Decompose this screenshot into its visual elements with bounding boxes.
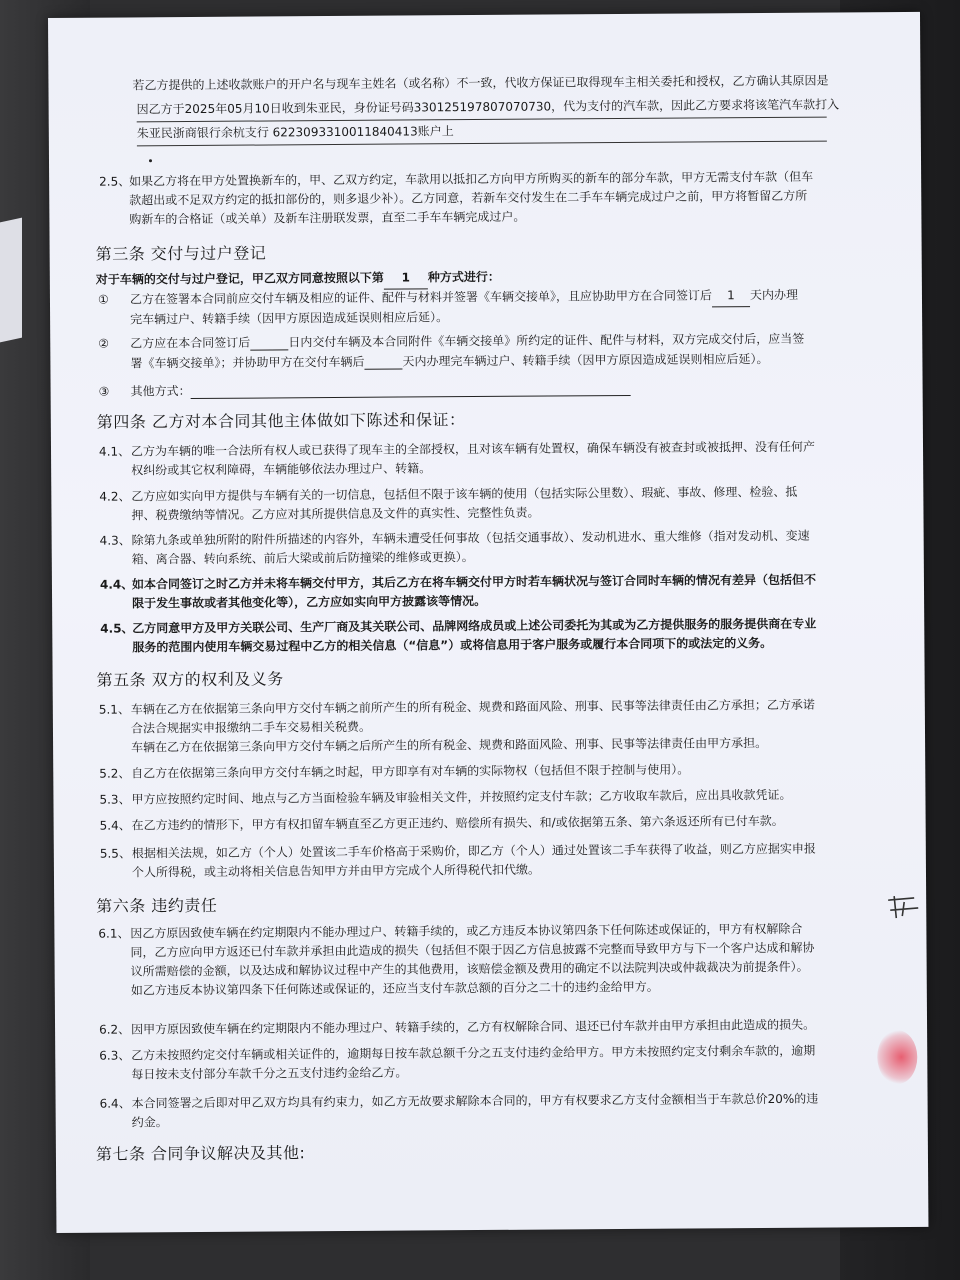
handwritten-mark-icon: [884, 892, 924, 922]
clause-4-3-number: 4.3、: [99, 533, 131, 548]
option-2-transfer-days-field: [364, 355, 402, 370]
section-3-title: 第三条 交付与过户登记: [95, 243, 267, 264]
clause-6-2-number: 6.2、: [99, 1022, 131, 1037]
clause-4-2-line-1: 乙方应如实向甲方提供与车辆有关的一切信息，包括但不限于该车辆的使用（包括实际公里数）、瑕疵、事故、修理、检验、抵: [131, 484, 798, 504]
clause-4-1-line-1: 乙方为车辆的唯一合法所有权人或已获得了现车主的全部授权，且对该车辆有处置权，确保车辆没有被查封或被抵押、没有任何产: [130, 439, 816, 459]
clause-2-5-line-3: 购新车的合格证（或关单）及新车注册联发票，直至二手车车辆完成过户。: [129, 209, 526, 227]
clause-2-5-line-1: 如果乙方将在甲方处置换新车的，甲、乙双方约定，车款用以抵扣乙方向甲方所购买的新车的部分车款，甲方无需支付车款（但车: [129, 169, 814, 189]
option-3-blank-field: [191, 381, 631, 399]
clause-5-1-number: 5.1、: [98, 702, 130, 717]
section-5-title: 第五条 双方的权利及义务: [96, 669, 284, 690]
clause-5-2-number: 5.2、: [99, 766, 131, 781]
payee-note-line-1: 若乙方提供的上述收款账户的开户名与现车主姓名（或名称）不一致，代收方保证已取得现车主相关委托和授权，乙方确认其原因是: [132, 73, 829, 93]
clause-6-4-number: 6.4、: [99, 1096, 131, 1111]
option-2-text-d: 天内办理完车辆过户、转籍手续（因甲方原因造成延误则相应后延）。: [402, 351, 769, 369]
clause-6-2-text: 因甲方原因致使车辆在约定期限内不能办理过户、转籍手续的，乙方有权解除合同、退还已付车款并由甲方承担由此造成的损失。: [131, 1017, 816, 1037]
clause-5-2-text: 自乙方在依据第三条向甲方交付车辆之时起，甲方即享有对车辆的实际物权（包括但不限于控制与使用）。: [131, 762, 690, 781]
clause-5-4-text: 在乙方违约的情形下，甲方有权扣留车辆直至乙方更正违约、赔偿所有损失、和/或依据第五条、第六条返还所有已付车款。: [131, 813, 784, 833]
mark-dot: [149, 159, 152, 162]
clause-4-3-line-1: 除第九条或单独所附的附件所描述的内容外，车辆未遭受任何事故（包括交通事故）、发动机进水、重大维修（指对发动机、变速: [131, 528, 810, 548]
option-1-days-field: 1: [712, 285, 750, 307]
red-fingerprint-seal: [877, 1030, 917, 1084]
clause-6-1-line-1: 因乙方原因致使车辆在约定期限内不能办理过户、转籍手续的，或乙方违反本协议第四条下任何陈述或保证的，甲方有权解除合: [130, 921, 803, 941]
option-1-marker: ①: [97, 292, 109, 307]
option-3-marker: ③: [98, 384, 110, 399]
clause-5-3-number: 5.3、: [99, 792, 131, 807]
contract-page: [48, 12, 928, 1233]
option-3-label: 其他方式：: [130, 384, 191, 399]
clause-6-1-number: 6.1、: [98, 926, 130, 941]
clause-4-4-number: 4.4、: [99, 577, 134, 592]
option-1-tail: 天内办理: [749, 287, 799, 303]
paper-scrap-edge: [0, 218, 22, 343]
option-2-line-2: [130, 349, 768, 374]
clause-6-3-line-1: 乙方未按照约定交付车辆或相关证件的，逾期每日按车款总额千分之五支付违约金给甲方。甲方未按照约定支付剩余车款的，逾期: [131, 1043, 816, 1063]
clause-5-1-line-3: 车辆在乙方在依据第三条向甲方交付车辆之后所产生的所有税金、规费和路面风险、刑事、民事等法律责任由甲方承担。: [131, 735, 768, 755]
clause-5-4-number: 5.4、: [99, 818, 131, 833]
section-6-title: 第六条 违约责任: [96, 895, 218, 916]
method-choice-field: 1: [384, 267, 428, 289]
section-4-title: 第四条 乙方对本合同其他主体做如下陈述和保证：: [96, 410, 466, 432]
clause-6-1-line-3: 议所需赔偿的金额，以及达成和解协议过程中产生的其他费用，该赔偿金额及费用的确定不以法院判决或仲裁裁决为前提条件）。: [130, 959, 809, 979]
clause-4-5-line-1: 乙方同意甲方及甲方关联公司、生产厂商及其关联公司、品牌网络成员或上述公司委托为其或为乙方提供服务的服务提供商在专业: [132, 616, 817, 636]
section-3-intro-tail: 种方式进行：: [427, 269, 500, 285]
clause-6-3-number: 6.3、: [99, 1048, 131, 1063]
clause-5-3-text: 甲方应按照约定时间、地点与乙方当面检验车辆及审验相关文件，并按照约定支付车款；乙方收取车款后，应出具收款凭证。: [131, 787, 792, 807]
option-3-line: [131, 378, 631, 402]
payee-note-line-2-text: 因乙方于2025年05月10日收到朱亚民，身份证号码330125197807070730，代为支付的汽车款，因此乙方要求将该笔汽车款打入: [136, 97, 840, 117]
section-3-intro-text: 对于车辆的交付与过户登记，甲乙双方同意按照以下第: [95, 270, 384, 287]
option-1-line-1: [130, 285, 798, 312]
clause-5-5-line-1: 根据相关法规，如乙方（个人）处置该二手车价格高于采购价，即乙方（个人）通过处置该二手车获得了收益，则乙方应据实申报: [131, 841, 816, 861]
clause-5-1-line-1: 车辆在乙方在依据第三条向甲方交付车辆之前所产生的所有税金、规费和路面风险、刑事、民事等法律责任由乙方承担；乙方承诺: [130, 697, 815, 717]
clause-4-5-number: 4.5、: [100, 621, 134, 636]
clause-5-1-line-2: 合法合规据实申报缴纳二手车交易相关税费。: [130, 719, 372, 736]
clause-4-2-number: 4.2、: [99, 489, 131, 504]
clause-6-3-line-2: 每日按未支付部分车款千分之五支付违约金给乙方。: [131, 1065, 408, 1082]
clause-6-1-line-2: 同，乙方应向甲方返还已付车款并承担由此造成的损失（包括但不限于因乙方信息披露不完整而导致甲方与下一个客户达成和解协: [130, 940, 815, 960]
option-2-text-c: 署《车辆交接单》；并协助甲方在交付车辆后: [130, 354, 365, 371]
clause-6-4-line-2: 约金。: [131, 1115, 168, 1130]
clause-5-5-line-2: 个人所得税，或主动将相关信息告知甲方并由甲方完成个人所得税代扣代缴。: [131, 862, 541, 880]
clause-2-5-line-2: 款超出或不足双方约定的抵扣部份的，则多退少补）。乙方同意，若新车交付发生在二手车车辆完成过户之前，甲方将暂留乙方所: [129, 188, 808, 208]
section-7-title: 第七条 合同争议解决及其他:: [95, 1143, 306, 1164]
clause-4-2-line-2: 押、税费缴纳等情况。乙方应对其所提供信息及文件的真实性、完整性负责。: [131, 505, 540, 523]
clause-4-4-line-1: 如本合同签订之时乙方并未将车辆交付甲方，其后乙方在将车辆交付甲方时若车辆状况与签订合同时车辆的情况有差异（包括但不: [131, 572, 817, 592]
clause-5-5-number: 5.5、: [99, 846, 131, 861]
clause-4-1-number: 4.1、: [98, 444, 131, 459]
option-2-marker: ②: [98, 336, 110, 351]
option-1-text: 乙方在签署本合同前应交付车辆及相应的证件、配件与材料并签署《车辆交接单》，且应协助甲方在合同签订后: [129, 288, 713, 307]
option-2-days-field: [250, 335, 288, 350]
option-2-text-a: 乙方应在本合同签订后: [130, 335, 251, 351]
clause-2-5-number: 2.5、: [99, 174, 131, 189]
clause-4-1-line-2: 权纠纷或其它权利障碍，车辆能够依法办理过户、转籍。: [131, 461, 432, 478]
clause-4-5-line-2: 服务的范围内使用车辆交易过程中乙方的相关信息（“信息”）或将信息用于客户服务或履行本合同项下的或法定的义务。: [132, 635, 773, 655]
option-1-line-2: 完车辆过户、转籍手续（因甲方原因造成延误则相应后延）。: [130, 310, 449, 327]
clause-6-1-line-4: 如乙方违反本协议第四条下任何陈述或保证的，还应当支付车款总额的百分之二十的违约金给甲方。: [130, 979, 659, 998]
clause-4-4-line-2: 限于发生事故或者其他变化等），乙方应如实向甲方披露该等情况。: [132, 593, 487, 611]
clause-4-3-line-2: 箱、离合器、转向系统、前后大梁或前后防撞梁的维修或更换）。: [131, 550, 474, 567]
option-2-text-b: 日内交付车辆及本合同附件《车辆交接单》所约定的证件、配件与材料，双方完成交付后，应当签: [288, 331, 805, 350]
clause-6-4-line-1: 本合同签署之后即对甲乙双方均具有约束力，如乙方无故要求解除本合同的，甲方有权要求乙方支付金额相当于车款总价20%的违: [131, 1091, 819, 1111]
payee-note-line-3: 朱亚民浙商银行余杭支行 6223093310011840413账户上: [136, 124, 454, 141]
